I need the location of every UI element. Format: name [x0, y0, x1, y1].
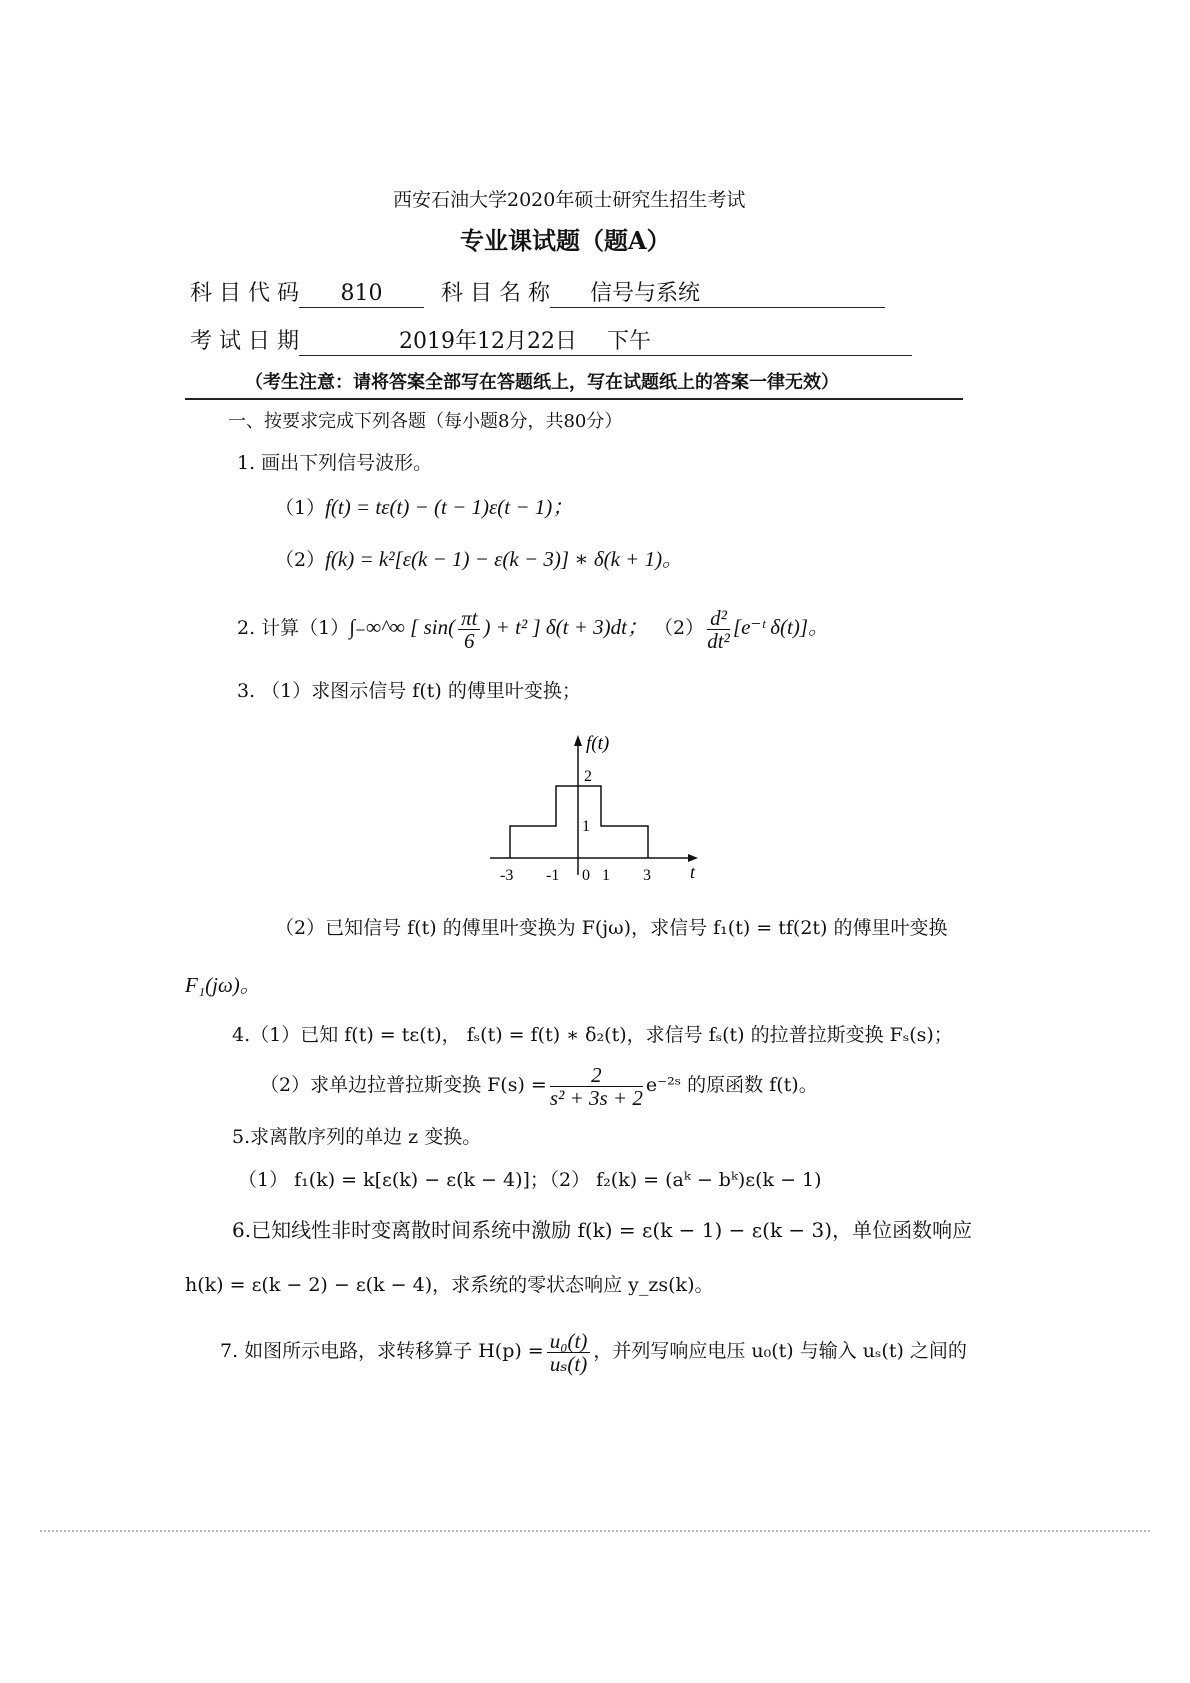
q1-part2-formula: f(k) = k²[ε(k − 1) − ε(k − 3)] ∗ δ(k + 1)。	[325, 547, 684, 571]
q4-part2-text: （2）求单边拉普拉斯变换 F(s) =	[260, 1074, 547, 1096]
q3-part1: 3. （1）求图示信号 f(t) 的傅里叶变换；	[237, 680, 581, 702]
exam-date-row	[190, 329, 912, 356]
section-title: 一、按要求完成下列各题（每小题8分，共80分）	[228, 411, 623, 432]
q2-fraction-num: πt	[458, 607, 480, 630]
q2-derivative-den: dt²	[707, 628, 730, 653]
q4-fraction	[550, 1064, 643, 1109]
q5-part1: （1） f₁(k) = k[ε(k) − ε(k − 4)]；	[238, 1169, 549, 1191]
exam-session-value: 下午	[606, 329, 651, 354]
q5-part2: （2） f₂(k) = (aᵏ − bᵏ)ε(k − 1)	[540, 1169, 822, 1191]
q3-part2: （2）已知信号 f(t) 的傅里叶变换为 F(jω)，求信号 f₁(t) = tf(2t) 的傅里叶变换	[275, 917, 948, 939]
q2-stem: 2. 计算（1）	[237, 617, 350, 639]
scan-artifact-line	[40, 1530, 1150, 1532]
q4-fraction-den: s² + 3s + 2	[549, 1085, 643, 1110]
tick-label-0: 0	[582, 867, 590, 884]
exam-notice: （考生注意：请将答案全部写在答题纸上，写在试题纸上的答案一律无效）	[245, 372, 839, 393]
q7-fraction	[547, 1330, 591, 1375]
q5-stem: 5.求离散序列的单边 z 变换。	[232, 1126, 482, 1148]
q2-fraction	[458, 607, 480, 652]
subject-code-row	[190, 281, 885, 308]
subject-code-value: 810	[299, 281, 424, 308]
tick-label-1: 1	[602, 867, 610, 884]
q1-part1-formula: f(t) = tε(t) − (t − 1)ε(t − 1)；	[325, 495, 574, 519]
subject-name-value: 信号与系统	[550, 281, 885, 308]
q4-part2	[260, 1060, 818, 1110]
q6-line1: 6.已知线性非时变离散时间系统中激励 f(k) = ε(k − 1) − ε(k − 3)，单位函数响应	[232, 1218, 973, 1242]
q7	[220, 1325, 967, 1377]
subject-code-label: 科 目 代 码	[190, 281, 299, 306]
q3-part2-cont: F₁(jω)。	[185, 973, 261, 997]
q1-part1	[275, 494, 573, 521]
q2-part2-label: （2）	[654, 617, 705, 639]
q2-derivative	[707, 607, 730, 652]
q4-fraction-num: 2	[550, 1064, 643, 1087]
exam-date-label: 考 试 日 期	[190, 329, 299, 354]
y-axis-label: f(t)	[586, 733, 610, 754]
tick-label-3: 3	[643, 867, 651, 884]
q4-part2-rest: e⁻²ˢ 的原函数 f(t)。	[645, 1074, 818, 1096]
y-axis-arrow	[574, 735, 582, 746]
q7-text-rest: ，并列写响应电压 u₀(t) 与输入 uₛ(t) 之间的	[593, 1340, 967, 1362]
q7-fraction-num: u₀(t)	[547, 1330, 591, 1353]
q1-stem: 1. 画出下列信号波形。	[237, 452, 433, 474]
q7-fraction-den: uₛ(t)	[549, 1351, 588, 1376]
q3-signal-figure	[480, 725, 710, 890]
exam-subtitle: 专业课试题（题A）	[460, 226, 671, 255]
tick-label-neg1: -1	[546, 867, 560, 884]
x-axis-label: t	[690, 862, 696, 882]
q1-part1-label: （1）	[275, 497, 326, 519]
q4-part1: 4.（1）已知 f(t) = tε(t)， fₛ(t) = f(t) ∗ δ₂(t)，求信号 fₛ(t) 的拉普拉斯变换 Fₛ(s)；	[232, 1024, 953, 1046]
q2-derivative-rest: [e⁻ᵗ δ(t)]。	[732, 615, 830, 639]
q7-text: 7. 如图所示电路，求转移算子 H(p) =	[220, 1340, 544, 1362]
x-axis-arrow	[688, 854, 698, 862]
exam-title: 西安石油大学2020年硕士研究生招生考试	[393, 189, 746, 211]
level-label-2: 2	[584, 768, 592, 785]
q1-part2	[275, 546, 683, 573]
header-divider	[185, 398, 963, 400]
exam-date-value: 2019年12月22日	[398, 329, 577, 354]
signal-waveform	[510, 786, 648, 858]
tick-label-neg3: -3	[500, 867, 514, 884]
q1-part2-label: （2）	[275, 549, 326, 571]
q2	[237, 602, 829, 653]
q2-derivative-num: d²	[707, 607, 730, 630]
subject-name-label: 科 目 名 称	[440, 281, 550, 306]
level-label-1: 1	[582, 818, 590, 835]
q6-line2: h(k) = ε(k − 2) − ε(k − 4)，求系统的零状态响应 y_zs(k)。	[185, 1274, 714, 1296]
q2-fraction-den: 6	[464, 628, 475, 653]
q2-integral: ∫₋∞^∞ [ sin(	[349, 615, 456, 639]
q2-integral-rest: ) + t² ] δ(t + 3)dt；	[483, 615, 648, 639]
